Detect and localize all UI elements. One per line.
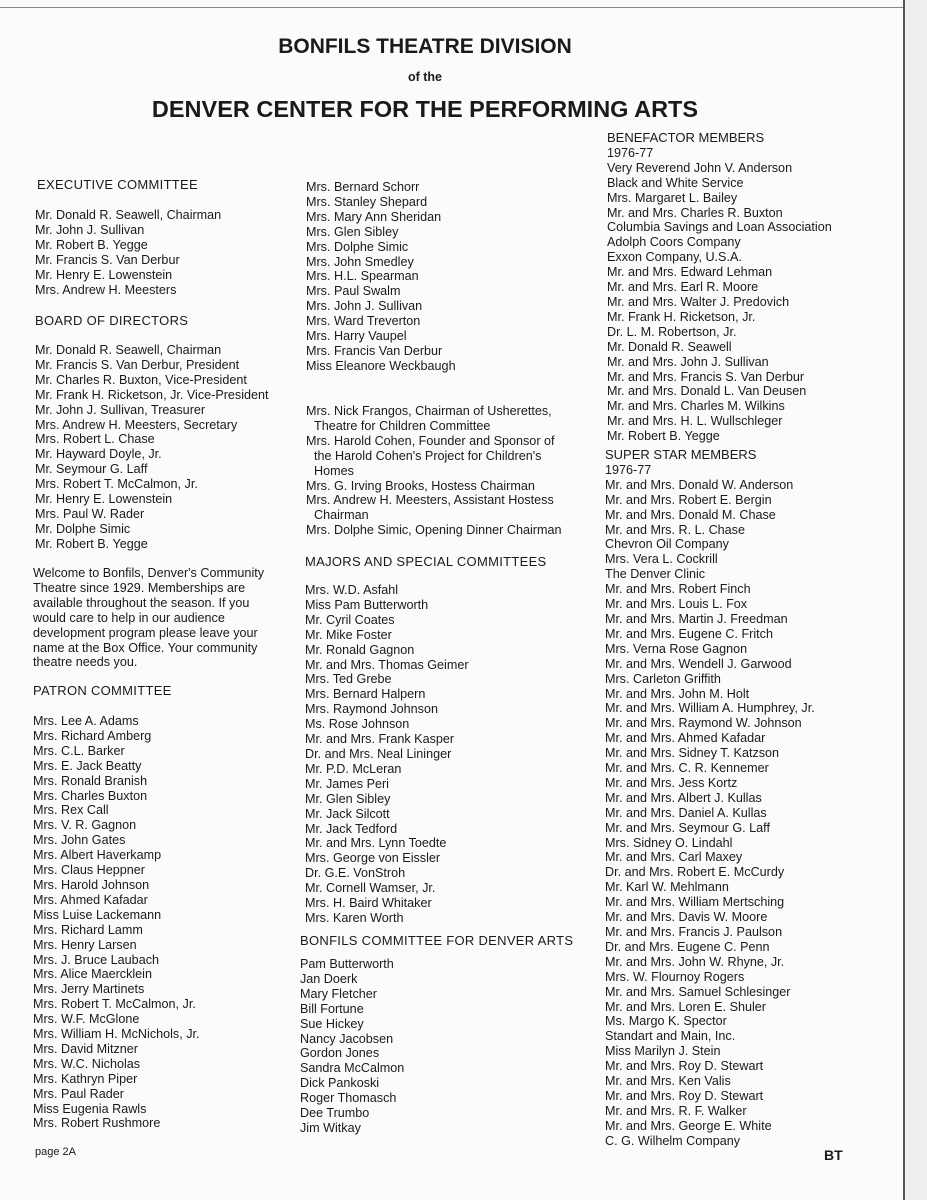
list-item: Mr. Glen Sibley [305, 791, 391, 806]
list-item: Mr. and Mrs. C. R. Kennemer [605, 761, 769, 776]
list-item: Mrs. Ward Treverton [306, 314, 421, 329]
organization-title: DENVER CENTER FOR THE PERFORMING ARTS [151, 96, 699, 122]
list-item: Mrs. Verna Rose Gagnon [605, 641, 748, 656]
list-item: Miss Eugenia Rawls [33, 1101, 147, 1116]
list-item: available throughout the season. If you [33, 595, 250, 610]
list-item: Mrs. V. R. Gagnon [33, 818, 137, 833]
list-item: Very Reverend John V. Anderson [607, 160, 793, 175]
list-item: theatre needs you. [33, 655, 138, 670]
super-star-members-list [605, 478, 815, 1149]
list-item: Mrs. H.L. Spearman [306, 269, 419, 284]
list-item: Mr. Dolphe Simic [35, 521, 131, 536]
majors-committees-list [305, 583, 469, 926]
list-item: Mrs. Albert Haverkamp [33, 848, 162, 863]
list-item: Mr. and Mrs. Donald M. Chase [605, 507, 776, 522]
list-item: Bill Fortune [300, 1001, 364, 1016]
list-item: Mr. and Mrs. Frank Kasper [305, 732, 455, 747]
list-item: Mr. and Mrs. Ken Valis [605, 1074, 731, 1089]
list-item: Mrs. Paul Swalm [306, 284, 401, 299]
list-item: Mr. and Mrs. Wendell J. Garwood [605, 656, 792, 671]
list-item: Mrs. Dolphe Simic [306, 239, 409, 254]
list-item: Mr. Mike Foster [305, 627, 392, 642]
list-item: Mrs. W. Flournoy Rogers [605, 969, 745, 984]
list-item: Mr. and Mrs. Loren E. Shuler [605, 999, 766, 1014]
list-item: Mrs. Henry Larsen [33, 937, 137, 952]
list-item: Mr. and Mrs. Ahmed Kafadar [605, 731, 766, 746]
list-item: Mrs. Robert T. McCalmon, Jr. [35, 477, 198, 492]
list-item: Miss Luise Lackemann [33, 907, 162, 922]
list-item: Mrs. Lee A. Adams [33, 714, 139, 728]
list-item: Mr. and Mrs. Eugene C. Fritch [605, 626, 773, 641]
list-item: Dr. and Mrs. Neal Lininger [305, 746, 452, 761]
list-item: Mr. Jack Tedford [305, 821, 398, 836]
list-item: Dee Trumbo [300, 1106, 370, 1121]
list-item: Mrs. Richard Lamm [33, 922, 143, 937]
list-item: Mrs. Harold Johnson [33, 877, 150, 892]
list-item: Mrs. Bernard Halpern [305, 687, 426, 702]
chairmen-list [306, 404, 561, 538]
list-item: Dr. and Mrs. Robert E. McCurdy [605, 865, 785, 880]
list-item: Mr. and Mrs. R. L. Chase [605, 522, 745, 537]
list-item: Mr. Cornell Wamser, Jr. [305, 881, 436, 896]
list-item: Mr. and Mrs. Martin J. Freedman [605, 611, 788, 626]
list-item: Roger Thomasch [300, 1091, 397, 1106]
list-item: Mr. and Mrs. Donald W. Anderson [605, 477, 794, 492]
list-item: Mr. and Mrs. William Mertsching [605, 895, 785, 910]
list-item: Mr. and Mrs. Donald L. Van Deusen [607, 384, 807, 399]
super-star-members-section [605, 448, 815, 1149]
list-item: Mrs. Harold Cohen, Founder and Sponsor of [306, 433, 555, 448]
list-item: Pam Butterworth [300, 957, 394, 971]
list-item: Mrs. Dolphe Simic, Opening Dinner Chairman [306, 523, 562, 538]
list-item: Mrs. Jerry Martinets [33, 982, 145, 997]
list-item: Chairman [314, 508, 369, 523]
list-item: Mrs. Glen Sibley [306, 224, 399, 239]
list-item: Mr. Francis S. Van Derbur [35, 252, 180, 267]
list-item: the Harold Cohen's Project for Children's [314, 448, 542, 463]
list-item: Mrs. John J. Sullivan [306, 299, 423, 314]
list-item: Mr. Donald R. Seawell, Chairman [35, 343, 222, 357]
list-item: Mrs. Francis Van Derbur [306, 343, 443, 358]
list-item: Mr. and Mrs. Charles R. Buxton [607, 205, 783, 220]
executive-committee-list [35, 208, 221, 297]
list-item: Mr. and Mrs. R. F. Walker [605, 1103, 747, 1118]
list-item: Mrs. Alice Maercklein [33, 967, 152, 982]
list-item: Mr. Ronald Gagnon [305, 642, 415, 657]
list-item: Mrs. Vera L. Cockrill [605, 552, 718, 567]
list-item: Mr. Charles R. Buxton, Vice-President [35, 372, 247, 387]
list-item: Homes [314, 463, 354, 478]
list-item: Dr. L. M. Robertson, Jr. [607, 324, 737, 339]
patron-committee-continued-list [306, 180, 456, 374]
list-item: Mr. and Mrs. Charles M. Wilkins [607, 399, 785, 414]
list-item: Mrs. W.C. Nicholas [33, 1056, 141, 1071]
list-item: Miss Pam Butterworth [305, 597, 429, 612]
list-item: Mrs. David Mitzner [33, 1041, 138, 1056]
list-item: Mr. Karl W. Mehlmann [605, 880, 729, 895]
list-item: Mrs. Robert Rushmore [33, 1116, 161, 1131]
list-item: Mrs. Karen Worth [305, 910, 404, 925]
of-the-label: of the [407, 70, 443, 84]
list-item: Standart and Main, Inc. [605, 1029, 736, 1044]
list-item: Mary Fletcher [300, 986, 377, 1001]
list-item: Gordon Jones [300, 1046, 380, 1061]
list-item: Mrs. Paul Rader [33, 1086, 124, 1101]
page-number: page 2A [35, 1146, 76, 1158]
list-item: Mr. and Mrs. Jess Kortz [605, 775, 738, 790]
list-item: Mr. and Mrs. Earl R. Moore [607, 280, 759, 295]
super-star-members-season: 1976-77 [605, 462, 652, 477]
list-item: Mrs. Rex Call [33, 803, 109, 818]
list-item: Mr. and Mrs. John J. Sullivan [607, 354, 769, 369]
list-item: Mrs. Paul W. Rader [35, 506, 145, 521]
list-item: Mr. John J. Sullivan, Treasurer [35, 402, 206, 417]
list-item: Mr. Henry E. Lowenstein [35, 267, 173, 282]
list-item: Nancy Jacobsen [300, 1031, 394, 1046]
list-item: Mrs. W.F. McGlone [33, 1012, 140, 1027]
list-item: Mr. Donald R. Seawell [607, 339, 732, 354]
list-item: Mrs. Andrew H. Meesters [35, 282, 177, 297]
list-item: Mrs. Carleton Griffith [605, 671, 721, 686]
list-item: Mr. Robert B. Yegge [35, 237, 148, 252]
patron-committee-list [33, 714, 200, 1131]
list-item: Mr. and Mrs. Seymour G. Laff [605, 820, 770, 835]
list-item: Mrs. Charles Buxton [33, 788, 148, 803]
list-item: Black and White Service [607, 175, 744, 190]
list-item: Dr. and Mrs. Eugene C. Penn [605, 939, 770, 954]
board-of-directors-list [35, 343, 269, 552]
list-item: Mr. and Mrs. John W. Rhyne, Jr. [605, 954, 785, 969]
page-margin [905, 0, 927, 1200]
list-item: Mr. Henry E. Lowenstein [35, 492, 173, 507]
list-item: Chevron Oil Company [605, 537, 729, 552]
list-item: Jan Doerk [300, 971, 358, 986]
list-item: Mrs. Kathryn Piper [33, 1071, 138, 1086]
list-item: Mr. Francis S. Van Derbur, President [35, 357, 240, 372]
patron-committee-heading: PATRON COMMITTEE [33, 683, 172, 698]
list-item: Mr. and Mrs. Roy D. Stewart [605, 1088, 764, 1103]
list-item: Mr. and Mrs. Carl Maxey [605, 850, 743, 865]
list-item: Mr. Frank H. Ricketson, Jr. [607, 309, 756, 324]
list-item: Mr. and Mrs. Edward Lehman [607, 265, 773, 280]
list-item: Mr. and Mrs. Davis W. Moore [605, 910, 768, 925]
list-item: Mr. and Mrs. Walter J. Predovich [607, 294, 790, 309]
list-item: Sue Hickey [300, 1016, 364, 1031]
list-item: Mr. and Mrs. William A. Humphrey, Jr. [605, 701, 815, 716]
list-item: Mrs. J. Bruce Laubach [33, 952, 159, 967]
list-item: Mrs. Mary Ann Sheridan [306, 209, 442, 224]
list-item: Mrs. John Smedley [306, 254, 414, 269]
list-item: Mrs. Margaret L. Bailey [607, 190, 738, 205]
list-item: Mr. Hayward Doyle, Jr. [35, 447, 162, 462]
list-item: Mr. and Mrs. Robert E. Bergin [605, 492, 772, 507]
list-item: Mr. and Mrs. H. L. Wullschleger [607, 414, 783, 429]
list-item: Mrs. Robert L. Chase [35, 432, 155, 447]
bonfils-committee-heading: BONFILS COMMITTEE FOR DENVER ARTS [300, 933, 574, 948]
list-item: Mr. and Mrs. Daniel A. Kullas [605, 805, 767, 820]
list-item: Mrs. G. Irving Brooks, Hostess Chairman [306, 478, 535, 493]
benefactor-members-section [607, 131, 832, 444]
list-item: Mrs. Ahmed Kafadar [33, 892, 148, 907]
list-item: Mrs. C.L. Barker [33, 743, 125, 758]
list-item: Mr. and Mrs. Raymond W. Johnson [605, 716, 802, 731]
list-item: Jim Witkay [300, 1120, 361, 1135]
list-item: Columbia Savings and Loan Association [607, 220, 832, 235]
list-item: Mrs. Ronald Branish [33, 773, 148, 788]
list-item: Mrs. Raymond Johnson [305, 702, 438, 717]
list-item: Mrs. Ted Grebe [305, 672, 392, 687]
list-item: Mrs. E. Jack Beatty [33, 758, 142, 773]
board-of-directors-heading: BOARD OF DIRECTORS [35, 313, 189, 328]
list-item: Welcome to Bonfils, Denver's Community [33, 566, 265, 580]
list-item: Mrs. Andrew H. Meesters, Assistant Hostess [306, 493, 554, 508]
list-item: Adolph Coors Company [607, 235, 741, 250]
majors-committees-heading: MAJORS AND SPECIAL COMMITTEES [305, 554, 547, 569]
list-item: Mr. and Mrs. Roy D. Stewart [605, 1059, 764, 1074]
executive-committee-heading: EXECUTIVE COMMITTEE [37, 177, 198, 192]
bonfils-committee-list [300, 957, 404, 1136]
welcome-paragraph [33, 566, 264, 670]
list-item: Mr. and Mrs. Francis J. Paulson [605, 925, 783, 939]
list-item: Mr. and Mrs. Francis S. Van Derbur [607, 369, 805, 384]
list-item: Mr. Frank H. Ricketson, Jr. Vice-President [35, 387, 269, 402]
list-item: Mr. and Mrs. Albert J. Kullas [605, 790, 762, 805]
list-item: Theatre since 1929. Memberships are [33, 580, 246, 595]
page-top-rule [0, 7, 905, 8]
list-item: would care to help in our audience [33, 610, 225, 625]
page-edge [903, 0, 905, 1200]
list-item: Mr. and Mrs. Sidney T. Katzson [605, 746, 780, 761]
list-item: Mr. and Mrs. John M. Holt [605, 686, 750, 701]
benefactor-members-list [607, 161, 832, 444]
list-item: Mr. Seymour G. Laff [35, 462, 148, 477]
list-item: Mrs. W.D. Asfahl [305, 583, 399, 597]
list-item: Mr. Cyril Coates [305, 612, 395, 627]
list-item: Exxon Company, U.S.A. [607, 250, 742, 265]
list-item: Mr. John J. Sullivan [35, 222, 145, 237]
benefactor-members-season: 1976-77 [607, 145, 654, 160]
list-item: Dick Pankoski [300, 1076, 380, 1091]
list-item: Mr. P.D. McLeran [305, 761, 402, 776]
list-item: Mr. Robert B. Yegge [607, 429, 720, 444]
list-item: Mrs. Richard Amberg [33, 728, 152, 743]
list-item: Miss Marilyn J. Stein [605, 1044, 721, 1059]
list-item: Sandra McCalmon [300, 1061, 405, 1076]
list-item: development program please leave your [33, 625, 258, 640]
list-item: Ms. Margo K. Spector [605, 1014, 727, 1029]
list-item: Mr. James Peri [305, 776, 389, 791]
benefactor-members-heading: BENEFACTOR MEMBERS [607, 130, 765, 145]
list-item: C. G. Wilhelm Company [605, 1133, 741, 1148]
list-item: Theatre for Children Committee [314, 418, 491, 433]
section-code: BT [824, 1147, 843, 1163]
list-item: Mr. Robert B. Yegge [35, 536, 148, 551]
list-item: Miss Eleanore Weckbaugh [306, 358, 456, 373]
list-item: Mrs. John Gates [33, 833, 126, 848]
list-item: Mr. and Mrs. Robert Finch [605, 582, 751, 597]
list-item: Mrs. Andrew H. Meesters, Secretary [35, 417, 238, 432]
list-item: Mrs. Sidney O. Lindahl [605, 835, 733, 850]
list-item: Mr. and Mrs. Samuel Schlesinger [605, 984, 791, 999]
list-item: Mrs. H. Baird Whitaker [305, 896, 432, 911]
list-item: Mr. Donald R. Seawell, Chairman [35, 208, 222, 222]
list-item: Mr. and Mrs. Louis L. Fox [605, 597, 748, 612]
list-item: Mrs. Claus Heppner [33, 863, 145, 878]
list-item: Mr. and Mrs. Lynn Toedte [305, 836, 447, 851]
list-item: Mrs. George von Eissler [305, 851, 441, 866]
division-title: BONFILS THEATRE DIVISION [278, 35, 572, 58]
list-item: Mrs. William H. McNichols, Jr. [33, 1027, 200, 1042]
list-item: Mr. and Mrs. George E. White [605, 1118, 772, 1133]
super-star-members-heading: SUPER STAR MEMBERS [605, 447, 757, 462]
list-item: Mrs. Harry Vaupel [306, 329, 407, 344]
list-item: Mr. Jack Silcott [305, 806, 390, 821]
list-item: Dr. G.E. VonStroh [305, 866, 406, 881]
list-item: name at the Box Office. Your community [33, 640, 258, 655]
list-item: Ms. Rose Johnson [305, 717, 410, 732]
list-item: Mrs. Bernard Schorr [306, 180, 420, 194]
list-item: Mrs. Robert T. McCalmon, Jr. [33, 997, 196, 1012]
list-item: The Denver Clinic [605, 567, 706, 582]
list-item: Mrs. Stanley Shepard [306, 194, 428, 209]
list-item: Mrs. Nick Frangos, Chairman of Usherettes, [306, 404, 552, 418]
list-item: Mr. and Mrs. Thomas Geimer [305, 657, 469, 672]
